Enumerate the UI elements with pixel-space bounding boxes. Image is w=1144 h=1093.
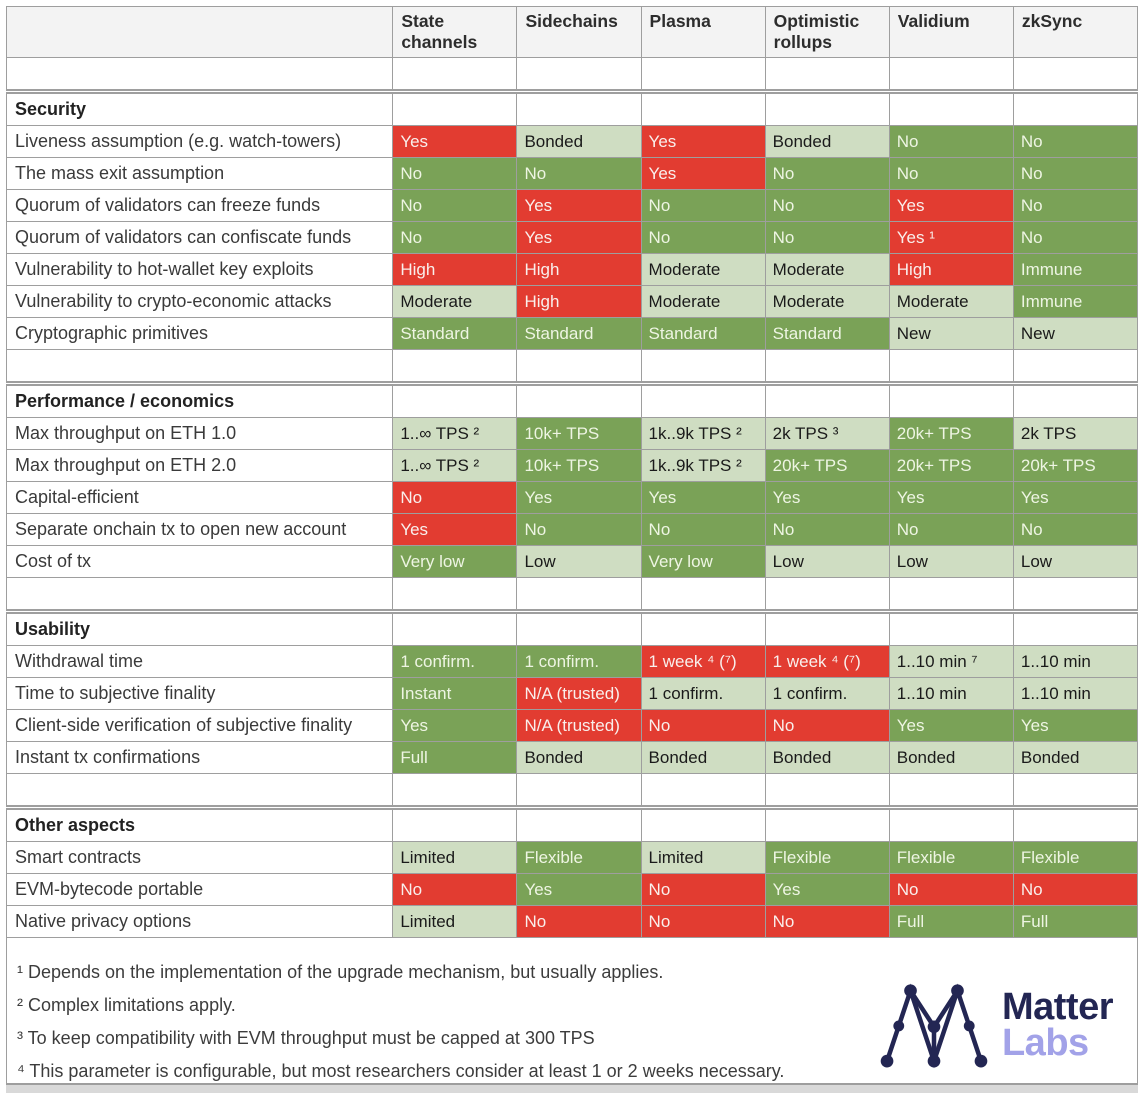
value-cell[interactable]: 1..10 min ⁷ bbox=[889, 646, 1013, 678]
value-cell[interactable]: 1..10 min bbox=[889, 678, 1013, 710]
value-cell[interactable]: No bbox=[1013, 126, 1137, 158]
value-cell[interactable]: No bbox=[517, 906, 641, 938]
table-row bbox=[7, 514, 1138, 546]
row-label-cell[interactable]: Time to subjective finality bbox=[7, 678, 393, 710]
value-cell[interactable]: No bbox=[765, 158, 889, 190]
value-cell[interactable]: Low bbox=[765, 546, 889, 578]
value-cell[interactable] bbox=[641, 612, 765, 646]
value-cell[interactable]: Yes bbox=[641, 482, 765, 514]
value-cell[interactable]: Moderate bbox=[889, 286, 1013, 318]
table-row bbox=[7, 646, 1138, 678]
row-label-cell[interactable]: Native privacy options bbox=[7, 906, 393, 938]
value-cell[interactable] bbox=[765, 384, 889, 418]
table-row bbox=[7, 318, 1138, 350]
value-cell[interactable]: No bbox=[889, 158, 1013, 190]
table-row bbox=[7, 742, 1138, 774]
table-row bbox=[7, 710, 1138, 742]
value-cell[interactable]: No bbox=[1013, 158, 1137, 190]
header-row bbox=[7, 7, 1138, 58]
value-cell[interactable]: Yes bbox=[393, 126, 517, 158]
value-cell[interactable]: 10k+ TPS bbox=[517, 418, 641, 450]
row-label-cell[interactable]: Cost of tx bbox=[7, 546, 393, 578]
value-cell[interactable] bbox=[889, 612, 1013, 646]
value-cell[interactable]: Moderate bbox=[765, 286, 889, 318]
value-cell[interactable]: Yes bbox=[393, 514, 517, 546]
value-cell[interactable]: No bbox=[889, 874, 1013, 906]
spacer-row bbox=[7, 58, 1138, 92]
value-cell[interactable]: New bbox=[1013, 318, 1137, 350]
value-cell[interactable] bbox=[1013, 384, 1137, 418]
value-cell[interactable] bbox=[889, 774, 1013, 808]
value-cell[interactable]: 1 week ⁴ (⁷) bbox=[641, 646, 765, 678]
value-cell[interactable]: Bonded bbox=[517, 742, 641, 774]
footnote-2: ² Complex limitations apply. bbox=[17, 995, 236, 1015]
row-label-cell[interactable] bbox=[7, 774, 393, 808]
table-row bbox=[7, 418, 1138, 450]
value-cell[interactable]: Yes bbox=[765, 874, 889, 906]
value-cell[interactable]: Yes bbox=[1013, 482, 1137, 514]
value-cell[interactable]: 20k+ TPS bbox=[765, 450, 889, 482]
value-cell[interactable]: Low bbox=[889, 546, 1013, 578]
value-cell[interactable] bbox=[889, 350, 1013, 384]
table-row bbox=[7, 126, 1138, 158]
value-cell[interactable]: Limited bbox=[393, 906, 517, 938]
value-cell[interactable] bbox=[765, 92, 889, 126]
value-cell[interactable]: No bbox=[765, 514, 889, 546]
value-cell[interactable]: 1 confirm. bbox=[393, 646, 517, 678]
section-row bbox=[7, 612, 1138, 646]
value-cell[interactable] bbox=[517, 92, 641, 126]
value-cell[interactable]: No bbox=[641, 222, 765, 254]
value-cell[interactable]: Yes bbox=[517, 190, 641, 222]
value-cell[interactable]: Immune bbox=[1013, 286, 1137, 318]
value-cell[interactable] bbox=[765, 808, 889, 842]
table-row bbox=[7, 546, 1138, 578]
value-cell[interactable]: Moderate bbox=[765, 254, 889, 286]
table-row bbox=[7, 158, 1138, 190]
column-header-state-channels[interactable]: State channels bbox=[393, 7, 517, 58]
value-cell[interactable]: 1..10 min bbox=[1013, 646, 1137, 678]
value-cell[interactable]: Bonded bbox=[765, 126, 889, 158]
value-cell[interactable]: Yes bbox=[517, 874, 641, 906]
column-header-plasma[interactable]: Plasma bbox=[641, 7, 765, 58]
section-row bbox=[7, 92, 1138, 126]
row-label-cell[interactable]: Smart contracts bbox=[7, 842, 393, 874]
value-cell[interactable]: Very low bbox=[641, 546, 765, 578]
value-cell[interactable]: 2k TPS ³ bbox=[765, 418, 889, 450]
value-cell[interactable]: No bbox=[889, 126, 1013, 158]
value-cell[interactable] bbox=[641, 578, 765, 612]
value-cell[interactable] bbox=[517, 774, 641, 808]
spacer-row bbox=[7, 350, 1138, 384]
value-cell[interactable]: No bbox=[641, 906, 765, 938]
value-cell[interactable]: Standard bbox=[393, 318, 517, 350]
value-cell[interactable] bbox=[393, 92, 517, 126]
value-cell[interactable]: 1 week ⁴ (⁷) bbox=[765, 646, 889, 678]
value-cell[interactable]: 1..∞ TPS ² bbox=[393, 418, 517, 450]
value-cell[interactable] bbox=[393, 808, 517, 842]
value-cell[interactable] bbox=[765, 58, 889, 92]
row-label-cell[interactable]: EVM-bytecode portable bbox=[7, 874, 393, 906]
value-cell[interactable] bbox=[517, 350, 641, 384]
spacer-row bbox=[7, 578, 1138, 612]
value-cell[interactable] bbox=[1013, 774, 1137, 808]
value-cell[interactable]: Yes bbox=[889, 482, 1013, 514]
value-cell[interactable]: No bbox=[765, 710, 889, 742]
value-cell[interactable]: New bbox=[889, 318, 1013, 350]
value-cell[interactable]: Immune bbox=[1013, 254, 1137, 286]
value-cell[interactable]: Yes bbox=[641, 126, 765, 158]
value-cell[interactable]: Bonded bbox=[889, 742, 1013, 774]
value-cell[interactable] bbox=[641, 350, 765, 384]
value-cell[interactable] bbox=[641, 384, 765, 418]
value-cell[interactable]: No bbox=[641, 874, 765, 906]
value-cell[interactable]: Yes bbox=[1013, 710, 1137, 742]
section-label-cell[interactable]: Usability bbox=[7, 612, 393, 646]
value-cell[interactable]: No bbox=[517, 514, 641, 546]
value-cell[interactable]: Standard bbox=[517, 318, 641, 350]
value-cell[interactable] bbox=[1013, 808, 1137, 842]
value-cell[interactable]: Low bbox=[517, 546, 641, 578]
value-cell[interactable] bbox=[889, 384, 1013, 418]
row-label-cell[interactable]: Quorum of validators can confiscate funds bbox=[7, 222, 393, 254]
value-cell[interactable]: Yes bbox=[517, 482, 641, 514]
section-label-cell[interactable]: Security bbox=[7, 92, 393, 126]
value-cell[interactable]: No bbox=[393, 190, 517, 222]
value-cell[interactable] bbox=[889, 92, 1013, 126]
corner-cell[interactable] bbox=[7, 7, 393, 58]
value-cell[interactable]: No bbox=[393, 158, 517, 190]
value-cell[interactable]: Yes bbox=[393, 710, 517, 742]
value-cell[interactable] bbox=[641, 92, 765, 126]
column-header-zksync[interactable]: zkSync bbox=[1013, 7, 1137, 58]
value-cell[interactable]: No bbox=[1013, 874, 1137, 906]
column-header-optimistic-rollups[interactable]: Optimistic rollups bbox=[765, 7, 889, 58]
row-label-cell[interactable]: Max throughput on ETH 1.0 bbox=[7, 418, 393, 450]
value-cell[interactable]: Very low bbox=[393, 546, 517, 578]
matter-labs-logo bbox=[878, 938, 1137, 1083]
value-cell[interactable] bbox=[765, 612, 889, 646]
comparison-table bbox=[6, 6, 1138, 938]
value-cell[interactable]: Bonded bbox=[1013, 742, 1137, 774]
value-cell[interactable]: Full bbox=[1013, 906, 1137, 938]
value-cell[interactable]: Full bbox=[393, 742, 517, 774]
value-cell[interactable] bbox=[889, 808, 1013, 842]
row-label-cell[interactable]: Withdrawal time bbox=[7, 646, 393, 678]
value-cell[interactable] bbox=[517, 578, 641, 612]
value-cell[interactable]: No bbox=[765, 906, 889, 938]
value-cell[interactable]: Moderate bbox=[641, 254, 765, 286]
value-cell[interactable]: 20k+ TPS bbox=[1013, 450, 1137, 482]
row-label-cell[interactable]: Capital-efficient bbox=[7, 482, 393, 514]
footer bbox=[6, 938, 1138, 1084]
value-cell[interactable]: No bbox=[517, 158, 641, 190]
value-cell[interactable]: 2k TPS bbox=[1013, 418, 1137, 450]
value-cell[interactable]: Low bbox=[1013, 546, 1137, 578]
row-label-cell[interactable]: Cryptographic primitives bbox=[7, 318, 393, 350]
value-cell[interactable] bbox=[393, 350, 517, 384]
value-cell[interactable]: No bbox=[641, 190, 765, 222]
value-cell[interactable]: Yes ¹ bbox=[889, 222, 1013, 254]
logo-wordmark-matter: Matter bbox=[1001, 985, 1113, 1028]
value-cell[interactable]: N/A (trusted) bbox=[517, 678, 641, 710]
value-cell[interactable] bbox=[517, 808, 641, 842]
value-cell[interactable] bbox=[517, 612, 641, 646]
bottom-edge-strip bbox=[6, 1084, 1138, 1093]
value-cell[interactable] bbox=[393, 384, 517, 418]
value-cell[interactable]: Yes bbox=[889, 710, 1013, 742]
value-cell[interactable] bbox=[641, 58, 765, 92]
column-header-validium[interactable]: Validium bbox=[889, 7, 1013, 58]
row-label-cell[interactable] bbox=[7, 578, 393, 612]
value-cell[interactable]: No bbox=[889, 514, 1013, 546]
table-row bbox=[7, 678, 1138, 710]
value-cell[interactable]: No bbox=[393, 482, 517, 514]
row-label-cell[interactable]: Max throughput on ETH 2.0 bbox=[7, 450, 393, 482]
value-cell[interactable]: High bbox=[517, 254, 641, 286]
logo-wordmark-labs: Labs bbox=[1001, 1021, 1089, 1064]
row-label-cell[interactable]: Vulnerability to crypto-economic attacks bbox=[7, 286, 393, 318]
value-cell[interactable] bbox=[765, 774, 889, 808]
value-cell[interactable]: Flexible bbox=[1013, 842, 1137, 874]
value-cell[interactable] bbox=[393, 578, 517, 612]
value-cell[interactable] bbox=[765, 350, 889, 384]
value-cell[interactable]: 20k+ TPS bbox=[889, 450, 1013, 482]
value-cell[interactable]: 1 confirm. bbox=[765, 678, 889, 710]
table-row bbox=[7, 842, 1138, 874]
value-cell[interactable]: N/A (trusted) bbox=[517, 710, 641, 742]
spacer-row bbox=[7, 774, 1138, 808]
table-row bbox=[7, 482, 1138, 514]
value-cell[interactable] bbox=[393, 774, 517, 808]
value-cell[interactable]: Standard bbox=[641, 318, 765, 350]
value-cell[interactable] bbox=[393, 612, 517, 646]
value-cell[interactable] bbox=[641, 774, 765, 808]
value-cell[interactable]: Limited bbox=[393, 842, 517, 874]
value-cell[interactable]: No bbox=[765, 222, 889, 254]
footnote-3: ³ To keep compatibility with EVM throughput must be capped at 300 TPS bbox=[17, 1028, 595, 1048]
value-cell[interactable]: No bbox=[393, 874, 517, 906]
value-cell[interactable] bbox=[1013, 92, 1137, 126]
value-cell[interactable] bbox=[889, 58, 1013, 92]
table-row bbox=[7, 222, 1138, 254]
logo-wordmark bbox=[1001, 985, 1113, 1064]
value-cell[interactable]: 20k+ TPS bbox=[889, 418, 1013, 450]
value-cell[interactable]: 1..10 min bbox=[1013, 678, 1137, 710]
table-row bbox=[7, 286, 1138, 318]
value-cell[interactable] bbox=[1013, 350, 1137, 384]
section-label-cell[interactable]: Performance / economics bbox=[7, 384, 393, 418]
value-cell[interactable] bbox=[641, 808, 765, 842]
value-cell[interactable] bbox=[393, 58, 517, 92]
row-label-cell[interactable]: Vulnerability to hot-wallet key exploits bbox=[7, 254, 393, 286]
value-cell[interactable]: Standard bbox=[765, 318, 889, 350]
row-label-cell[interactable] bbox=[7, 350, 393, 384]
value-cell[interactable]: 1k..9k TPS ² bbox=[641, 450, 765, 482]
row-label-cell[interactable] bbox=[7, 58, 393, 92]
value-cell[interactable]: 1k..9k TPS ² bbox=[641, 418, 765, 450]
value-cell[interactable]: Yes bbox=[517, 222, 641, 254]
column-header-sidechains[interactable]: Sidechains bbox=[517, 7, 641, 58]
table-row bbox=[7, 906, 1138, 938]
value-cell[interactable]: 1..∞ TPS ² bbox=[393, 450, 517, 482]
row-label-cell[interactable]: Instant tx confirmations bbox=[7, 742, 393, 774]
table-row bbox=[7, 450, 1138, 482]
value-cell[interactable] bbox=[517, 384, 641, 418]
value-cell[interactable]: No bbox=[765, 190, 889, 222]
comparison-table-body bbox=[7, 58, 1138, 938]
value-cell[interactable]: No bbox=[641, 710, 765, 742]
value-cell[interactable]: Full bbox=[889, 906, 1013, 938]
footnote-4: ⁴ This parameter is configurable, but most researchers consider at least 1 or 2 weeks necessary. bbox=[17, 1061, 785, 1081]
value-cell[interactable]: Bonded bbox=[765, 742, 889, 774]
table-row bbox=[7, 254, 1138, 286]
section-row bbox=[7, 384, 1138, 418]
row-label-cell[interactable]: Liveness assumption (e.g. watch-towers) bbox=[7, 126, 393, 158]
value-cell[interactable]: Moderate bbox=[641, 286, 765, 318]
value-cell[interactable]: Flexible bbox=[889, 842, 1013, 874]
matter-labs-logo-icon bbox=[878, 979, 990, 1071]
value-cell[interactable]: Bonded bbox=[517, 126, 641, 158]
value-cell[interactable] bbox=[1013, 58, 1137, 92]
row-label-cell[interactable]: Quorum of validators can freeze funds bbox=[7, 190, 393, 222]
value-cell[interactable]: No bbox=[1013, 514, 1137, 546]
value-cell[interactable]: Instant bbox=[393, 678, 517, 710]
table-row bbox=[7, 190, 1138, 222]
table-row bbox=[7, 874, 1138, 906]
value-cell[interactable]: No bbox=[641, 514, 765, 546]
value-cell[interactable]: Flexible bbox=[517, 842, 641, 874]
footnotes bbox=[7, 938, 878, 1083]
value-cell[interactable]: No bbox=[1013, 222, 1137, 254]
value-cell[interactable]: No bbox=[1013, 190, 1137, 222]
row-label-cell[interactable]: Separate onchain tx to open new account bbox=[7, 514, 393, 546]
value-cell[interactable]: Yes bbox=[641, 158, 765, 190]
value-cell[interactable]: 1 confirm. bbox=[517, 646, 641, 678]
value-cell[interactable] bbox=[1013, 578, 1137, 612]
value-cell[interactable]: Yes bbox=[889, 190, 1013, 222]
value-cell[interactable]: Yes bbox=[765, 482, 889, 514]
row-label-cell[interactable]: The mass exit assumption bbox=[7, 158, 393, 190]
value-cell[interactable]: 1 confirm. bbox=[641, 678, 765, 710]
value-cell[interactable]: Bonded bbox=[641, 742, 765, 774]
value-cell[interactable]: 10k+ TPS bbox=[517, 450, 641, 482]
value-cell[interactable] bbox=[765, 578, 889, 612]
value-cell[interactable] bbox=[1013, 612, 1137, 646]
section-label-cell[interactable]: Other aspects bbox=[7, 808, 393, 842]
row-label-cell[interactable]: Client-side verification of subjective finality bbox=[7, 710, 393, 742]
value-cell[interactable]: Limited bbox=[641, 842, 765, 874]
footnote-1: ¹ Depends on the implementation of the upgrade mechanism, but usually applies. bbox=[17, 962, 664, 982]
section-row bbox=[7, 808, 1138, 842]
value-cell[interactable] bbox=[889, 578, 1013, 612]
value-cell[interactable]: High bbox=[393, 254, 517, 286]
value-cell[interactable]: High bbox=[517, 286, 641, 318]
value-cell[interactable]: No bbox=[393, 222, 517, 254]
value-cell[interactable]: Flexible bbox=[765, 842, 889, 874]
value-cell[interactable] bbox=[517, 58, 641, 92]
value-cell[interactable]: High bbox=[889, 254, 1013, 286]
value-cell[interactable]: Moderate bbox=[393, 286, 517, 318]
